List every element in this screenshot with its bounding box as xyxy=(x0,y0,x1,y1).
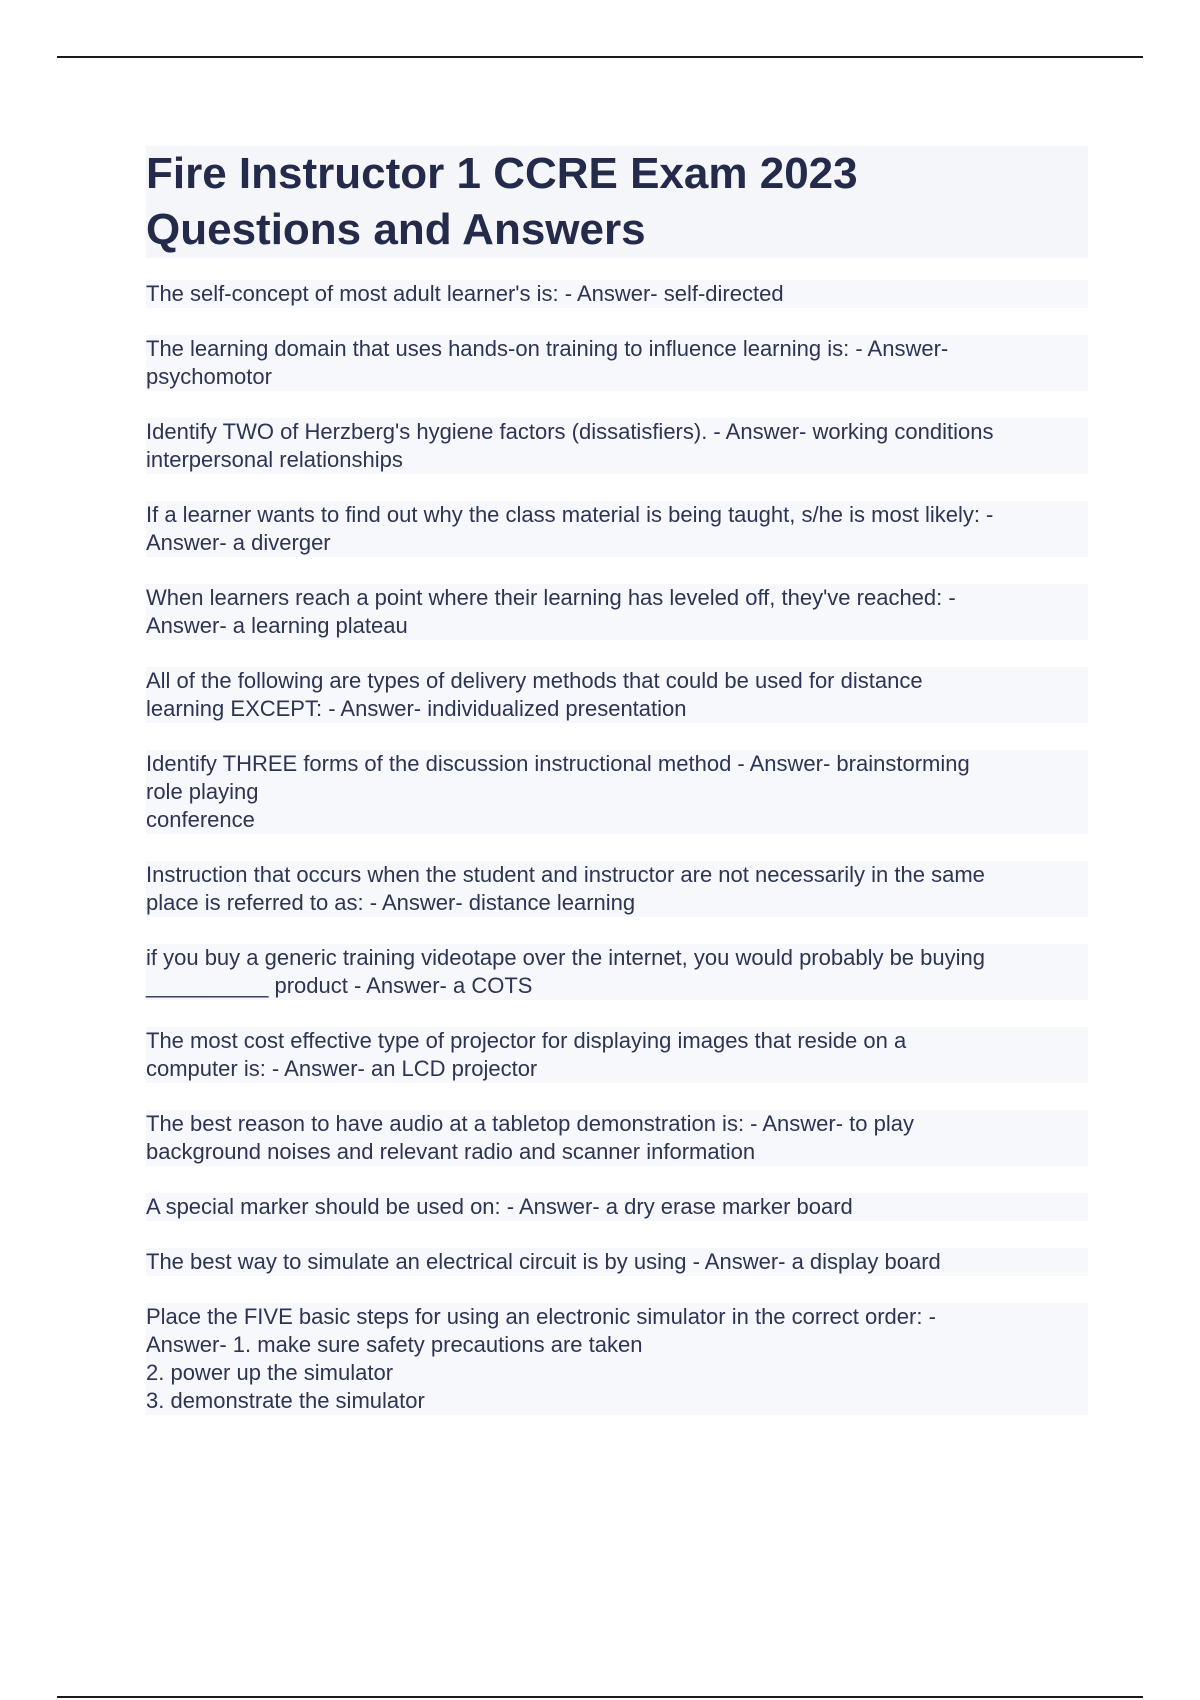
qa-line: The learning domain that uses hands-on training to influence learning is: - Answer- xyxy=(146,336,949,361)
qa-item xyxy=(146,280,1088,308)
document-body xyxy=(146,146,1088,1442)
qa-line: computer is: - Answer- an LCD projector xyxy=(146,1056,538,1081)
qa-line: __________ product - Answer- a COTS xyxy=(146,973,533,998)
qa-item xyxy=(146,418,1088,474)
qa-item xyxy=(146,1027,1088,1083)
qa-line: 2. power up the simulator xyxy=(146,1360,394,1385)
qa-line: All of the following are types of delivery methods that could be used for distance xyxy=(146,668,923,693)
qa-item xyxy=(146,584,1088,640)
qa-item xyxy=(146,1248,1088,1276)
qa-line: Place the FIVE basic steps for using an electronic simulator in the correct order: - xyxy=(146,1304,936,1329)
qa-line: place is referred to as: - Answer- distance learning xyxy=(146,890,636,915)
document-title xyxy=(146,146,1088,258)
qa-item xyxy=(146,1193,1088,1221)
qa-line: interpersonal relationships xyxy=(146,447,403,472)
qa-line: The self-concept of most adult learner's is: - Answer- self-directed xyxy=(146,281,784,306)
title-line-1: Fire Instructor 1 CCRE Exam 2023 xyxy=(146,149,858,198)
qa-line: The best reason to have audio at a tabletop demonstration is: - Answer- to play xyxy=(146,1111,915,1136)
qa-list xyxy=(146,280,1088,1415)
qa-line: The most cost effective type of projector for displaying images that reside on a xyxy=(146,1028,907,1053)
title-line-2: Questions and Answers xyxy=(146,205,646,254)
qa-line: Answer- a learning plateau xyxy=(146,613,408,638)
qa-item xyxy=(146,861,1088,917)
qa-line: Identify THREE forms of the discussion instructional method - Answer- brainstorming xyxy=(146,751,970,776)
qa-line: When learners reach a point where their learning has leveled off, they've reached: - xyxy=(146,585,956,610)
qa-line: background noises and relevant radio and scanner information xyxy=(146,1139,756,1164)
bottom-rule xyxy=(57,1696,1143,1698)
qa-line: psychomotor xyxy=(146,364,272,389)
qa-line: Instruction that occurs when the student and instructor are not necessarily in the same xyxy=(146,862,985,887)
top-rule xyxy=(57,56,1143,58)
qa-line: Identify TWO of Herzberg's hygiene factors (dissatisfiers). - Answer- working conditions xyxy=(146,419,994,444)
qa-item xyxy=(146,501,1088,557)
qa-line: role playing xyxy=(146,779,259,804)
qa-line: Answer- 1. make sure safety precautions are taken xyxy=(146,1332,643,1357)
qa-line: 3. demonstrate the simulator xyxy=(146,1388,425,1413)
qa-line: if you buy a generic training videotape over the internet, you would probably be buying xyxy=(146,945,985,970)
title-block xyxy=(146,146,1088,258)
qa-item xyxy=(146,335,1088,391)
qa-item xyxy=(146,667,1088,723)
qa-item xyxy=(146,944,1088,1000)
qa-line: The best way to simulate an electrical circuit is by using - Answer- a display board xyxy=(146,1249,941,1274)
qa-item xyxy=(146,1110,1088,1166)
qa-line: If a learner wants to find out why the class material is being taught, s/he is most likely: - xyxy=(146,502,994,527)
qa-item xyxy=(146,750,1088,834)
qa-line: Answer- a diverger xyxy=(146,530,331,555)
qa-line: A special marker should be used on: - Answer- a dry erase marker board xyxy=(146,1194,853,1219)
qa-line: learning EXCEPT: - Answer- individualized presentation xyxy=(146,696,687,721)
qa-line: conference xyxy=(146,807,255,832)
qa-item xyxy=(146,1303,1088,1415)
